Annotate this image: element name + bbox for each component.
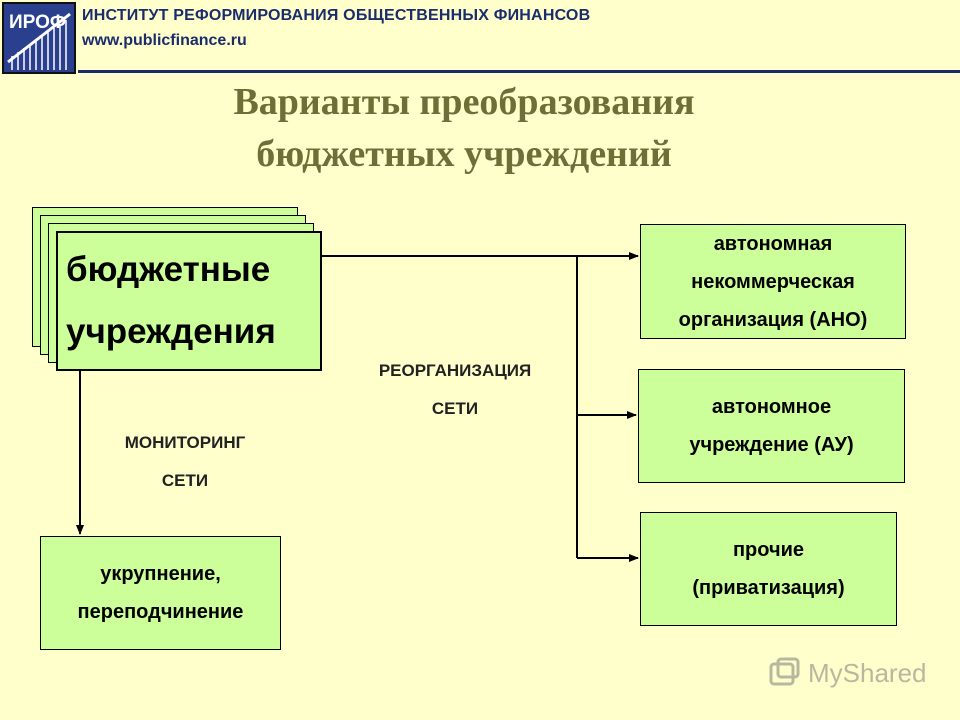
watermark-text: MyShared: [808, 657, 927, 688]
monitoring-line-2: СЕТИ: [161, 471, 209, 490]
au-line-2: учреждение (АУ): [689, 434, 854, 456]
other-line-1: прочие: [732, 539, 805, 561]
reorganization-line-2: СЕТИ: [431, 399, 479, 418]
consolidation-line-1: укрупнение,: [100, 563, 221, 585]
source-line-2: учреждения: [66, 312, 276, 351]
au-line-1: автономное: [711, 396, 832, 418]
au-box: [638, 369, 905, 483]
consolidation-box: [40, 536, 281, 650]
logo-text: ИРОФ: [9, 12, 67, 33]
reorganization-line-1: РЕОРГАНИЗАЦИЯ: [378, 361, 532, 380]
ano-box: [640, 224, 906, 339]
other-line-2: (приватизация): [692, 577, 845, 599]
consolidation-line-2: переподчинение: [77, 601, 244, 623]
org-name: ИНСТИТУТ РЕФОРМИРОВАНИЯ ОБЩЕСТВЕННЫХ ФИНАНСОВ: [82, 7, 591, 24]
source-line-1: бюджетные: [66, 250, 271, 289]
monitoring-label: [90, 424, 280, 500]
myshared-watermark: [768, 656, 927, 690]
org-url-link[interactable]: www.publicfinance.ru: [82, 32, 247, 49]
ano-line-2: некоммерческая: [691, 270, 855, 293]
budget-institutions-box: [56, 231, 322, 371]
monitoring-line-1: МОНИТОРИНГ: [124, 433, 246, 452]
ano-line-1: автономная: [713, 232, 833, 255]
reorganization-label: [340, 352, 570, 428]
title-line-2: бюджетных учреждений: [256, 133, 672, 175]
other-privatization-box: [640, 512, 897, 626]
title-line-1: Варианты преобразования: [233, 81, 695, 123]
ano-line-3: организация (АНО): [678, 308, 868, 331]
myshared-logo-icon: [768, 656, 802, 690]
